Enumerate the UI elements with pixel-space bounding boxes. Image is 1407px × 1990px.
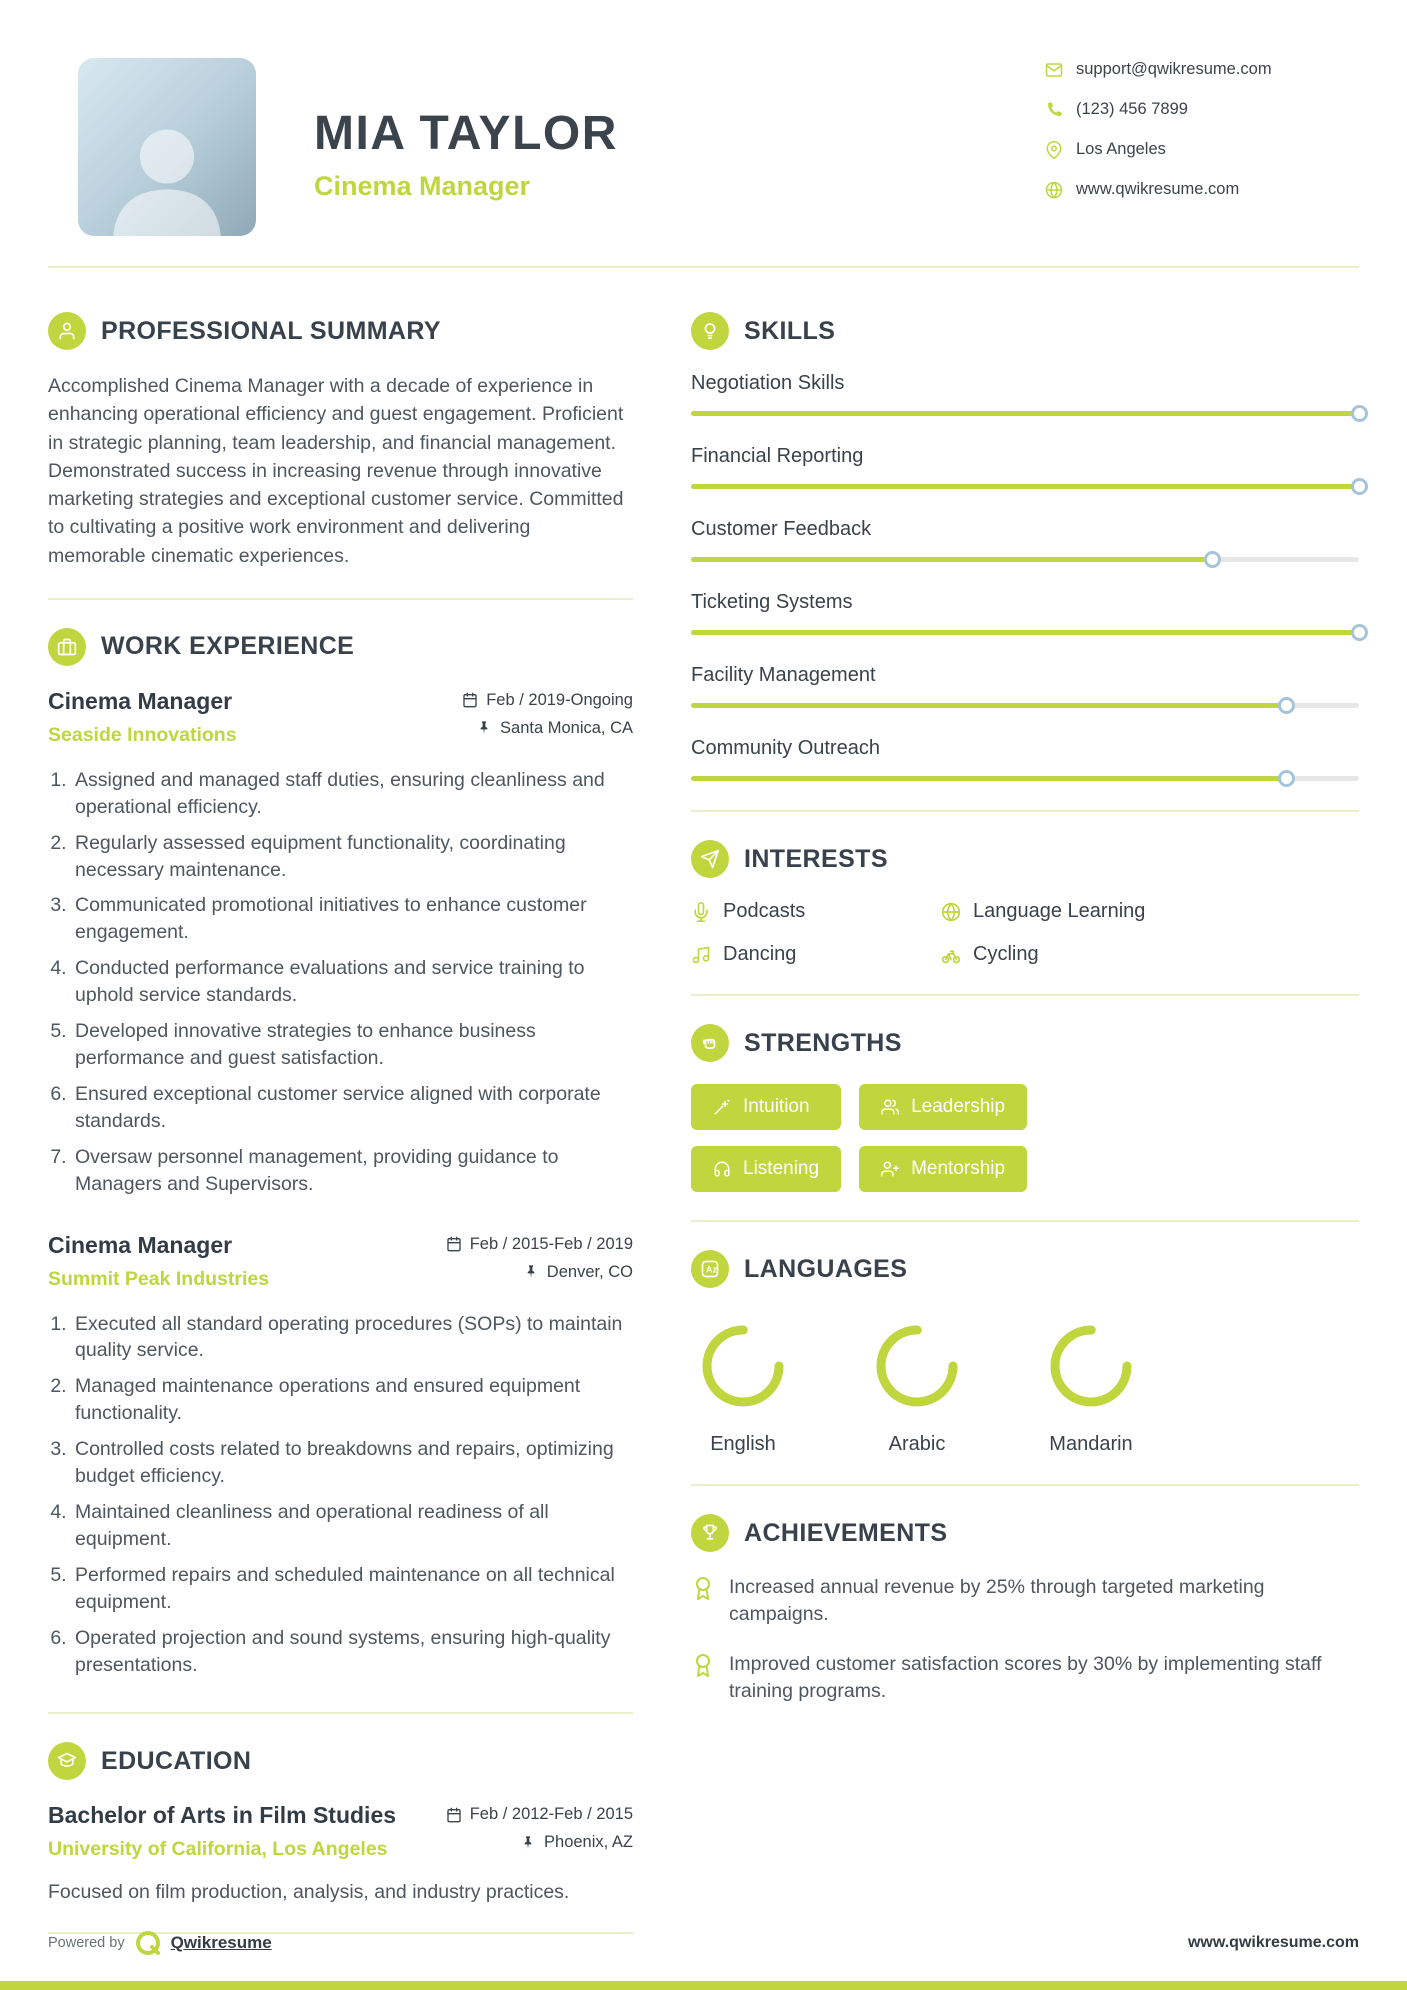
right-column (691, 312, 1359, 1962)
contact-phone-text: (123) 456 7899 (1076, 100, 1188, 118)
strengths-heading: STRENGTHS (744, 1028, 902, 1057)
languages-section (691, 1250, 1359, 1456)
summary-text: Accomplished Cinema Manager with a decade of experience in enhancing operational efficiency and guest engagement. Proficient in strategic planning, team leadership, and financial management. Demonstrated success in increasing revenue through innovative marketing strategies and exceptional customer service. Committed to cultivating a positive work environment and delivering memorable cinematic experiences. (48, 375, 624, 567)
candidate-title: Cinema Manager (314, 171, 531, 201)
job-dates: Feb / 2019-Ongoing (462, 691, 633, 710)
calendar-icon (462, 692, 478, 708)
achievement-item: Improved customer satisfaction scores by 30% by implementing staff training programs. (691, 1651, 1359, 1706)
skill-bar (691, 411, 1359, 416)
contact-phone[interactable] (1045, 100, 1345, 119)
contact-location (1045, 140, 1345, 159)
skill-bar (691, 703, 1359, 708)
candidate-name: MIA TAYLOR (314, 107, 618, 160)
skill-bar (691, 484, 1359, 489)
skill-knob (1278, 770, 1295, 787)
skill-knob (1204, 551, 1221, 568)
person-icon (48, 312, 86, 350)
calendar-icon (446, 1236, 462, 1252)
skills-section (691, 312, 1359, 781)
job-bullet: 5. Performed repairs and scheduled maintenance on all technical equipment. (72, 1562, 633, 1616)
microphone-icon (691, 902, 711, 922)
divider (691, 1220, 1359, 1222)
contact-email[interactable] (1045, 60, 1345, 79)
divider (691, 810, 1359, 812)
interest-item: Podcasts (691, 900, 941, 923)
progress-ring (699, 1322, 787, 1410)
skill-item: Community Outreach (691, 737, 1359, 781)
bicycle-icon (941, 945, 961, 965)
education-dates: Feb / 2012-Feb / 2015 (446, 1805, 633, 1824)
interest-item: Dancing (691, 943, 941, 966)
trophy-icon (691, 1514, 729, 1552)
achievements-heading: ACHIEVEMENTS (744, 1518, 948, 1547)
skill-knob (1351, 624, 1368, 641)
paper-plane-icon (691, 840, 729, 878)
progress-ring (1047, 1322, 1135, 1410)
job-bullet: 6. Ensured exceptional customer service aligned with corporate standards. (72, 1081, 633, 1135)
strength-badge: Leadership (859, 1084, 1027, 1130)
job-entry (48, 1232, 633, 1679)
headphones-icon (713, 1160, 731, 1178)
progress-ring (873, 1322, 961, 1410)
left-column (48, 312, 633, 1962)
lightbulb-icon (691, 312, 729, 350)
job-bullet-list (48, 1311, 633, 1679)
job-title: Cinema Manager (48, 687, 233, 714)
interests-section (691, 840, 1359, 966)
job-bullet: 3. Communicated promotional initiatives to enhance customer engagement. (72, 892, 633, 946)
achievement-item: Increased annual revenue by 25% through targeted marketing campaigns. (691, 1574, 1359, 1629)
contact-website-text: www.qwikresume.com (1076, 180, 1240, 198)
footer (48, 1930, 1359, 1956)
skill-bar (691, 776, 1359, 781)
divider (48, 1712, 633, 1714)
job-bullet: 1. Assigned and managed staff duties, ensuring cleanliness and operational efficiency. (72, 767, 633, 821)
globe-icon (1045, 181, 1063, 199)
divider (48, 598, 633, 600)
degree-title: Bachelor of Arts in Film Studies (48, 1802, 397, 1829)
job-bullet: 7. Oversaw personnel management, providing guidance to Managers and Supervisors. (72, 1144, 633, 1198)
contact-email-text: support@qwikresume.com (1076, 60, 1272, 78)
job-bullet: 3. Controlled costs related to breakdowns and repairs, optimizing budget efficiency. (72, 1436, 633, 1490)
skill-bar (691, 630, 1359, 635)
translate-icon (691, 1250, 729, 1288)
skill-item: Facility Management (691, 664, 1359, 708)
job-dates: Feb / 2015-Feb / 2019 (446, 1235, 633, 1254)
graduation-cap-icon (48, 1742, 86, 1780)
interest-item: Language Learning (941, 900, 1359, 923)
contact-location-text: Los Angeles (1076, 140, 1166, 158)
pin-icon (476, 720, 492, 736)
medal-star-icon (691, 1653, 715, 1677)
wand-icon (713, 1098, 731, 1116)
svg-text:Az: Az (705, 1264, 718, 1275)
divider (691, 994, 1359, 996)
footer-website-link[interactable]: www.qwikresume.com (1187, 1934, 1359, 1951)
profile-photo (78, 58, 256, 236)
strength-badge: Mentorship (859, 1146, 1027, 1192)
qwikresume-logo-icon (135, 1930, 161, 1956)
person-silhouette-icon (92, 114, 242, 236)
phone-icon (1045, 101, 1063, 119)
interests-heading: INTERESTS (744, 844, 888, 873)
medal-star-icon (691, 1576, 715, 1600)
achievements-section (691, 1514, 1359, 1705)
job-bullet-list (48, 767, 633, 1198)
work-heading: WORK EXPERIENCE (101, 632, 355, 661)
email-icon (1045, 61, 1063, 79)
job-bullet: 6. Operated projection and sound systems, ensuring high-quality presentations. (72, 1625, 633, 1679)
language-item: Mandarin (1047, 1322, 1135, 1456)
calendar-icon (446, 1807, 462, 1823)
job-location: Santa Monica, CA (462, 719, 633, 738)
bottom-accent-bar (0, 1981, 1407, 1990)
job-entry (48, 688, 633, 1198)
strength-badge: Intuition (691, 1084, 841, 1130)
job-bullet: 1. Executed all standard operating procedures (SOPs) to maintain quality service. (72, 1311, 633, 1365)
qwikresume-brand-link[interactable]: Qwikresume (170, 1933, 272, 1952)
identity-block (314, 58, 1045, 202)
skill-item: Ticketing Systems (691, 591, 1359, 635)
education-heading: EDUCATION (101, 1746, 252, 1775)
skill-item: Financial Reporting (691, 445, 1359, 489)
globe-icon (941, 902, 961, 922)
education-location: Phoenix, AZ (446, 1833, 633, 1852)
header (0, 0, 1407, 236)
music-note-icon (691, 945, 711, 965)
users-icon (881, 1098, 899, 1116)
languages-heading: LANGUAGES (744, 1254, 908, 1283)
skill-bar (691, 557, 1359, 562)
interest-item: Cycling (941, 943, 1359, 966)
job-bullet: 4. Conducted performance evaluations and service training to uphold service standards. (72, 955, 633, 1009)
school-name: University of California, Los Angeles (48, 1838, 388, 1861)
powered-by-label: Powered by (48, 1935, 125, 1951)
location-icon (1045, 141, 1063, 159)
job-bullet: 4. Maintained cleanliness and operational readiness of all equipment. (72, 1499, 633, 1553)
skill-item: Negotiation Skills (691, 372, 1359, 416)
divider (691, 1484, 1359, 1486)
job-bullet: 2. Managed maintenance operations and ensured equipment functionality. (72, 1373, 633, 1427)
language-item: English (699, 1322, 787, 1456)
summary-heading: PROFESSIONAL SUMMARY (101, 316, 441, 345)
job-company: Summit Peak Industries (48, 1267, 270, 1290)
language-item: Arabic (873, 1322, 961, 1456)
strength-badge: Listening (691, 1146, 841, 1192)
education-section (48, 1742, 633, 1904)
skill-item: Customer Feedback (691, 518, 1359, 562)
skills-heading: SKILLS (744, 316, 836, 345)
skill-knob (1351, 405, 1368, 422)
job-location: Denver, CO (446, 1263, 633, 1282)
job-bullet: 2. Regularly assessed equipment functionality, coordinating necessary maintenance. (72, 830, 633, 884)
briefcase-icon (48, 628, 86, 666)
job-company: Seaside Innovations (48, 723, 237, 746)
skill-knob (1351, 478, 1368, 495)
fist-icon (691, 1024, 729, 1062)
strengths-section (691, 1024, 1359, 1192)
contact-website[interactable] (1045, 180, 1345, 199)
job-bullet: 5. Developed innovative strategies to enhance business performance and guest satisfaction. (72, 1018, 633, 1072)
pin-icon (520, 1835, 536, 1851)
job-title: Cinema Manager (48, 1231, 233, 1258)
skill-knob (1278, 697, 1295, 714)
user-plus-icon (881, 1160, 899, 1178)
education-note: Focused on film production, analysis, and industry practices. (48, 1881, 570, 1904)
professional-summary-section (48, 312, 633, 570)
main-content (0, 268, 1407, 1962)
contact-list (1045, 58, 1345, 220)
pin-icon (523, 1264, 539, 1280)
work-experience-section (48, 628, 633, 1679)
